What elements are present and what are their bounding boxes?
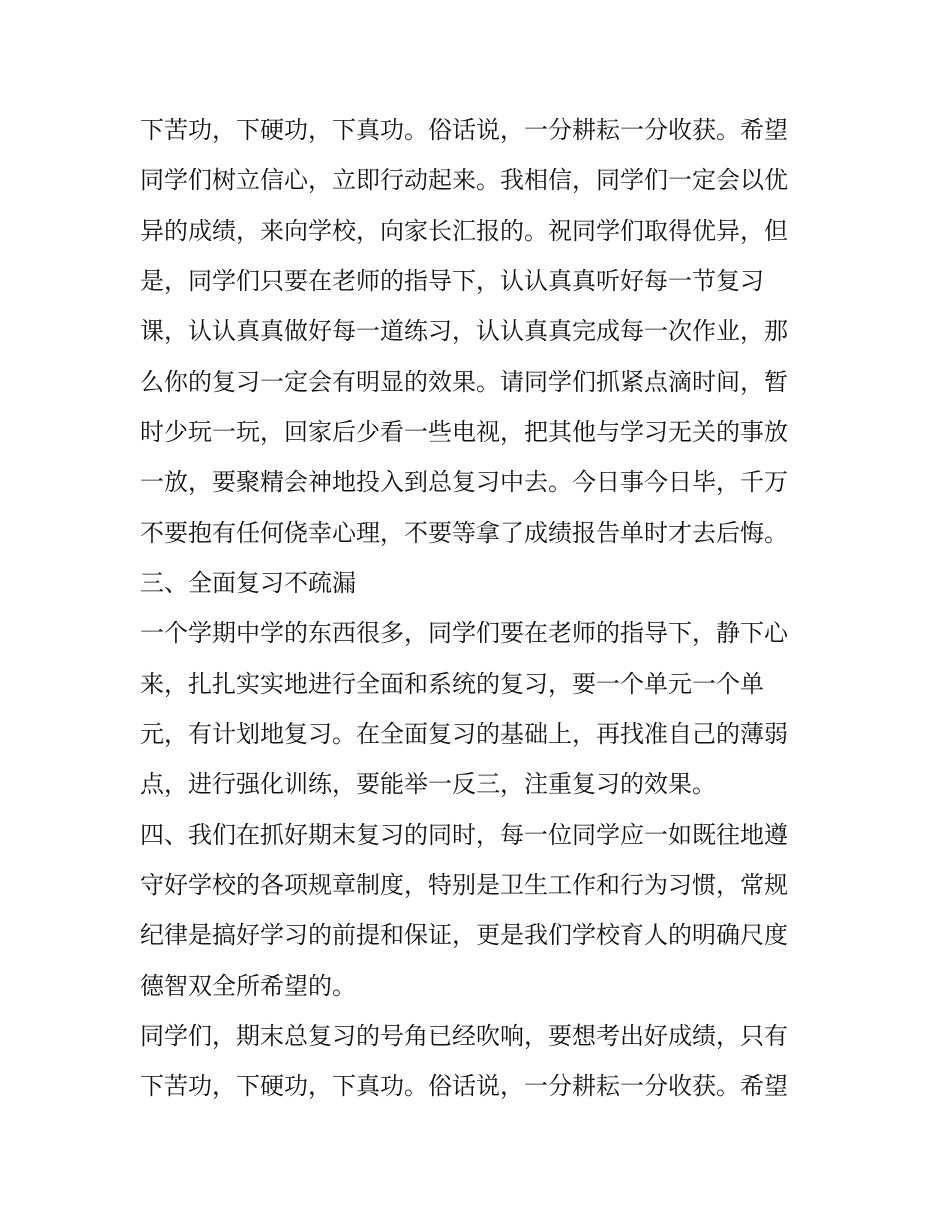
text-line: 来，扎扎实实地进行全面和系统的复习，要一个单元一个单 xyxy=(140,670,764,698)
section-heading: 三、全面复习不疏漏 xyxy=(140,569,356,597)
text-line: 纪律是搞好学习的前提和保证，更是我们学校育人的明确尺度 xyxy=(140,921,788,949)
text-line: 元，有计划地复习。在全面复习的基础上，再找准自己的薄弱 xyxy=(140,720,788,748)
text-line: 课，认认真真做好每一道练习，认认真真完成每一次作业，那 xyxy=(140,317,788,345)
text-line: 么你的复习一定会有明显的效果。请同学们抓紧点滴时间，暂 xyxy=(140,368,788,396)
text-line: 异的成绩，来向学校，向家长汇报的。祝同学们取得优异，但 xyxy=(140,217,788,245)
text-line: 德智双全所希望的。 xyxy=(140,972,356,1000)
text-line: 同学们，期末总复习的号角已经吹响，要想考出好成绩，只有 xyxy=(140,1022,788,1050)
text-line: 守好学校的各项规章制度，特别是卫生工作和行为习惯，常规 xyxy=(140,871,788,899)
text-line: 同学们树立信心，立即行动起来。我相信，同学们一定会以优 xyxy=(140,166,788,194)
text-line: 是，同学们只要在老师的指导下，认认真真听好每一节复习 xyxy=(140,267,764,295)
text-line: 下苦功，下硬功，下真功。俗话说，一分耕耘一分收获。希望 xyxy=(140,116,788,144)
text-line: 下苦功，下硬功，下真功。俗话说，一分耕耘一分收获。希望 xyxy=(140,1072,788,1100)
text-line: 点，进行强化训练，要能举一反三，注重复习的效果。 xyxy=(140,770,716,798)
text-line: 不要抱有任何侥幸心理，不要等拿了成绩报告单时才去后悔。 xyxy=(140,519,788,547)
text-line: 四、我们在抓好期末复习的同时，每一位同学应一如既往地遵 xyxy=(140,821,788,849)
text-line: 时少玩一玩，回家后少看一些电视，把其他与学习无关的事放 xyxy=(140,418,788,446)
text-line: 一个学期中学的东西很多，同学们要在老师的指导下，静下心 xyxy=(140,619,788,647)
text-line: 一放，要聚精会神地投入到总复习中去。今日事今日毕，千万 xyxy=(140,468,788,496)
